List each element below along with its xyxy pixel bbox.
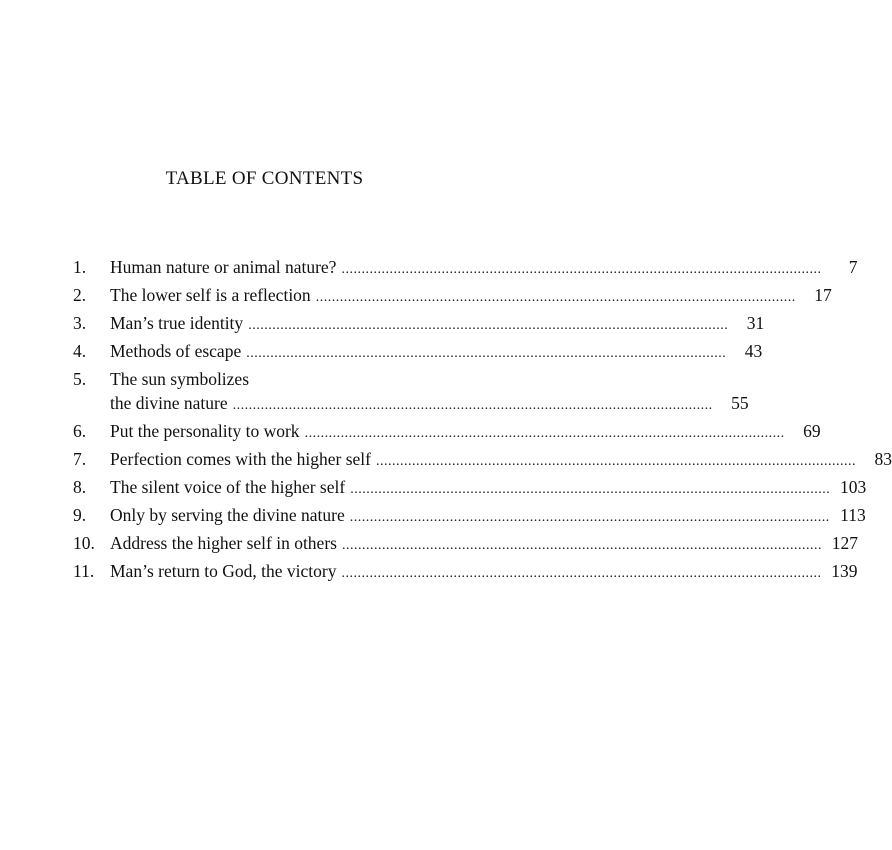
toc-entry-number: 9. — [73, 505, 87, 525]
toc-entry-title: the divine nature — [110, 393, 228, 413]
dot-leader: ........................................................................................................................ — [248, 318, 729, 333]
toc-entry — [73, 339, 763, 363]
toc-entry — [73, 503, 866, 527]
toc-entry — [73, 311, 765, 335]
dot-leader: ........................................................................................................................ — [304, 426, 785, 441]
toc-entry-number: 4. — [73, 341, 87, 361]
toc-entry-lines — [110, 503, 866, 527]
toc-entry-title: Methods of escape — [110, 341, 242, 361]
toc-entry-lines — [110, 367, 749, 415]
toc-entry-number: 11. — [73, 561, 95, 581]
toc-entry-number: 8. — [73, 477, 87, 497]
dot-leader: ........................................................................................................................ — [350, 482, 831, 497]
dot-leader: ........................................................................................................................ — [315, 290, 796, 305]
toc-entry-page-number: 31 — [746, 313, 765, 333]
toc-entry — [73, 367, 749, 415]
toc-entry-line — [110, 419, 821, 443]
toc-entry-line — [110, 311, 765, 335]
toc-entry-title: Only by serving the divine nature — [110, 505, 345, 525]
dot-leader: ........................................................................................................................ — [232, 398, 713, 413]
toc-entry-page-number: 43 — [744, 341, 763, 361]
toc-entry — [73, 419, 821, 443]
toc-entry-line — [110, 367, 469, 391]
toc-entry-lines — [110, 475, 867, 499]
toc-entry-title: Address the higher self in others — [110, 533, 337, 553]
dot-leader: ........................................................................................................................ — [375, 454, 856, 469]
toc-entry-line — [110, 283, 832, 307]
toc-entry-lines — [110, 283, 832, 307]
toc-entry-page-number: 103 — [839, 477, 867, 497]
toc-entry-number: 2. — [73, 285, 87, 305]
toc-entry-page-number: 55 — [731, 393, 749, 413]
toc-entry — [73, 475, 867, 499]
toc-entry-line — [110, 503, 866, 527]
toc-entry-lines — [110, 531, 858, 555]
toc-entry-title: Put the personality to work — [110, 421, 300, 441]
dot-leader: ........................................................................................................................ — [246, 346, 727, 361]
toc-entry-lines — [110, 339, 763, 363]
toc-entry-line — [110, 255, 858, 279]
toc-entry-page-number: 139 — [831, 561, 858, 581]
dot-leader: ........................................................................................................................ — [349, 510, 830, 525]
toc-entry-title: Human nature or animal nature? — [110, 257, 337, 277]
toc-entry-lines — [110, 447, 892, 471]
toc-entry-line — [110, 391, 749, 415]
dot-leader: ........................................................................................................................ — [341, 566, 822, 581]
toc-entry-lines — [110, 559, 858, 583]
toc-entry-number: 7. — [73, 449, 87, 469]
toc-entry-number: 3. — [73, 313, 87, 333]
toc-entry-lines — [110, 419, 821, 443]
toc-entry — [73, 447, 892, 471]
toc-entry-title: Man’s return to God, the victory — [110, 561, 337, 581]
toc-entry-number: 10. — [73, 533, 95, 553]
dot-leader: ........................................................................................................................ — [341, 538, 822, 553]
toc-entry-line — [110, 475, 867, 499]
toc-entry — [73, 531, 858, 555]
dot-leader: ........................................................................................................................ — [341, 262, 822, 277]
toc-entry-title: The lower self is a reflection — [110, 285, 311, 305]
toc-entry-title: The sun symbolizes — [110, 369, 250, 389]
page-title: TABLE OF CONTENTS — [165, 168, 364, 189]
toc-entry-page-number: 7 — [848, 257, 858, 277]
toc-entry-line — [110, 531, 858, 555]
toc-entry-page-number: 127 — [831, 533, 858, 553]
toc-entry-line — [110, 447, 892, 471]
toc-entry — [73, 283, 832, 307]
toc-entry-page-number: 113 — [840, 505, 866, 525]
toc-entry-page-number: 69 — [803, 421, 821, 441]
toc-entry — [73, 255, 858, 279]
toc-entry-title: Man’s true identity — [110, 313, 244, 333]
toc-entry-page-number: 83 — [874, 449, 892, 469]
toc-list — [73, 255, 892, 587]
toc-entry-lines — [110, 311, 765, 335]
toc-entry-title: Perfection comes with the higher self — [110, 449, 371, 469]
toc-entry-title: The silent voice of the higher self — [110, 477, 346, 497]
toc-entry-line — [110, 339, 763, 363]
toc-entry-line — [110, 559, 858, 583]
toc-entry-number: 6. — [73, 421, 87, 441]
toc-entry — [73, 559, 858, 583]
toc-entry-number: 1. — [73, 257, 87, 277]
toc-entry-lines — [110, 255, 858, 279]
toc-entry-page-number: 17 — [814, 285, 832, 305]
toc-entry-number: 5. — [73, 369, 87, 389]
